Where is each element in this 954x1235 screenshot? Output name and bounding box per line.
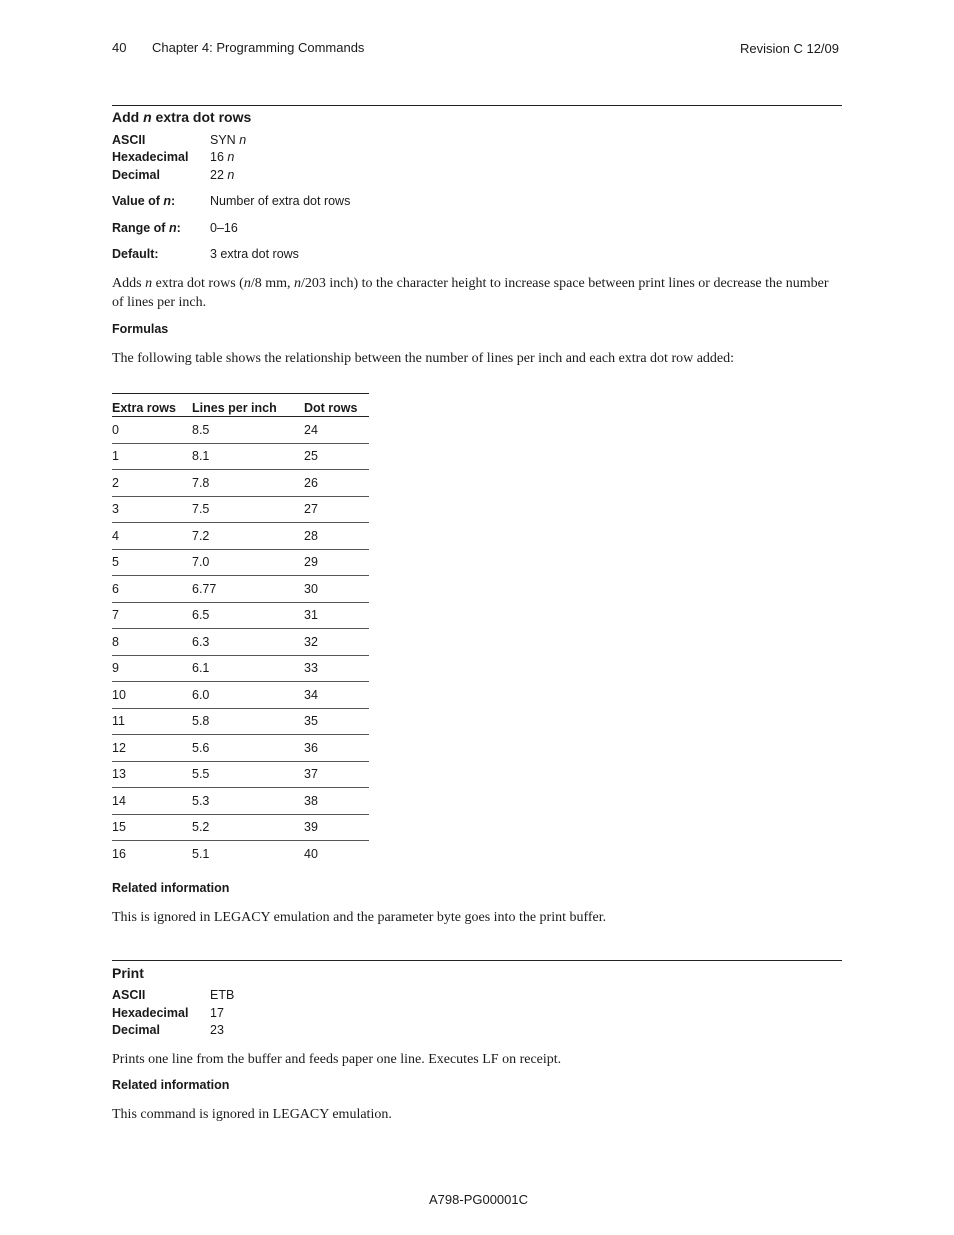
ascii-label: ASCII <box>112 988 146 1002</box>
table-cell: 28 <box>304 523 369 550</box>
table-cell: 2 <box>112 470 192 497</box>
table-row <box>112 735 369 762</box>
table-row <box>112 814 369 841</box>
table-row <box>112 708 369 735</box>
page-number: 40 <box>112 40 127 55</box>
table-cell: 4 <box>112 523 192 550</box>
table-cell: 5.3 <box>192 788 304 815</box>
hex-value: 17 <box>210 1006 224 1020</box>
table-cell: 5.1 <box>192 846 210 861</box>
table-cell: 8.1 <box>192 443 304 470</box>
table-cell: 6.5 <box>192 602 304 629</box>
table-cell: 37 <box>304 761 369 788</box>
table-cell: 5 <box>112 549 192 576</box>
table-cell: 7.2 <box>192 523 304 550</box>
revision-label: Revision C 12/09 <box>740 41 839 56</box>
decimal-value: 22 n <box>210 168 235 182</box>
related-info-text: This command is ignored in LEGACY emulation. <box>112 1107 392 1122</box>
table-cell: 36 <box>304 735 369 762</box>
table-cell: 25 <box>304 443 369 470</box>
hex-value: 16 n <box>210 150 235 164</box>
table-cell: 7.8 <box>192 470 304 497</box>
decimal-label: Decimal <box>112 168 160 182</box>
table-cell: 7.0 <box>192 549 304 576</box>
print-description: Prints one line from the buffer and feeds paper one line. Executes LF on receipt. <box>112 1052 562 1067</box>
default-text: 3 extra dot rows <box>210 247 299 261</box>
value-of-label: Value of n: <box>112 194 176 208</box>
table-cell: 10 <box>112 682 192 709</box>
column-header: Extra rows <box>112 394 192 417</box>
table-row <box>112 761 369 788</box>
table-header-row <box>112 394 369 417</box>
table-cell: 7 <box>112 602 192 629</box>
table-cell: 8 <box>112 629 192 656</box>
table-cell: 30 <box>304 576 369 603</box>
table-row <box>112 682 369 709</box>
ascii-value: SYN n <box>210 133 247 147</box>
table-cell: 6 <box>112 576 192 603</box>
column-header: Lines per inch <box>192 394 304 417</box>
table-cell: 27 <box>304 496 369 523</box>
table-cell: 34 <box>304 682 369 709</box>
table-cell: 31 <box>304 602 369 629</box>
related-info-text: This is ignored in LEGACY emulation and the parameter byte goes into the print buffer. <box>112 910 607 925</box>
table-cell: 6.0 <box>192 682 304 709</box>
table-cell: 40 <box>304 846 318 861</box>
table-cell: 33 <box>304 655 369 682</box>
table-row <box>112 523 369 550</box>
table-cell: 3 <box>112 496 192 523</box>
table-cell: 32 <box>304 629 369 656</box>
decimal-value: 23 <box>210 1023 224 1037</box>
table-row <box>112 549 369 576</box>
table-cell: 38 <box>304 788 369 815</box>
table-row <box>112 788 369 815</box>
formulas-heading: Formulas <box>112 322 169 336</box>
table-cell: 9 <box>112 655 192 682</box>
table-cell: 15 <box>112 814 192 841</box>
table-cell: 14 <box>112 788 192 815</box>
lines-per-inch-table <box>112 393 369 867</box>
table-cell: 6.3 <box>192 629 304 656</box>
related-info-heading: Related information <box>112 881 230 895</box>
table-cell: 6.77 <box>192 576 304 603</box>
table-cell: 13 <box>112 761 192 788</box>
column-header: Dot rows <box>304 394 369 417</box>
table-cell: 11 <box>112 708 192 735</box>
default-label: Default: <box>112 247 159 261</box>
table-row <box>112 841 369 867</box>
table-cell: 16 <box>112 846 126 861</box>
table-row <box>112 576 369 603</box>
hex-label: Hexadecimal <box>112 1006 189 1020</box>
table-row <box>112 470 369 497</box>
table-cell: 8.5 <box>192 417 304 444</box>
ascii-value: ETB <box>210 988 235 1002</box>
hex-label: Hexadecimal <box>112 150 189 164</box>
table-cell: 6.1 <box>192 655 304 682</box>
section-title: Add n extra dot rows <box>112 109 252 125</box>
table-cell: 39 <box>304 814 369 841</box>
ascii-label: ASCII <box>112 133 146 147</box>
section-divider <box>112 105 842 106</box>
table-cell: 24 <box>304 417 369 444</box>
table-cell: 5.8 <box>192 708 304 735</box>
table-cell: 5.2 <box>192 814 304 841</box>
related-info-heading: Related information <box>112 1078 230 1092</box>
decimal-label: Decimal <box>112 1023 160 1037</box>
section-title-print: Print <box>112 965 144 981</box>
chapter-title: Chapter 4: Programming Commands <box>152 40 365 55</box>
range-of-text: 0–16 <box>210 221 238 235</box>
table-cell: 0 <box>112 417 192 444</box>
section-divider <box>112 960 842 961</box>
table-row <box>112 602 369 629</box>
table-row <box>112 443 369 470</box>
table-row <box>112 629 369 656</box>
value-of-text: Number of extra dot rows <box>210 194 351 208</box>
table-row <box>112 417 369 444</box>
table-cell: 1 <box>112 443 192 470</box>
table-cell: 5.6 <box>192 735 304 762</box>
table-cell: 35 <box>304 708 369 735</box>
table-cell: 26 <box>304 470 369 497</box>
table-cell: 29 <box>304 549 369 576</box>
range-of-label: Range of n: <box>112 221 181 235</box>
table-row <box>112 655 369 682</box>
table-cell: 5.5 <box>192 761 304 788</box>
formulas-paragraph: The following table shows the relationship between the number of lines per inch and each extra dot row added: <box>112 351 735 366</box>
table-cell: 12 <box>112 735 192 762</box>
table-row <box>112 496 369 523</box>
table-cell: 7.5 <box>192 496 304 523</box>
description-paragraph: Adds n extra dot rows (n/8 mm, n/203 inch) to the character height to increase space between print lines or decrease the number of lines per inch. <box>112 276 829 310</box>
document-number: A798-PG00001C <box>429 1192 529 1207</box>
